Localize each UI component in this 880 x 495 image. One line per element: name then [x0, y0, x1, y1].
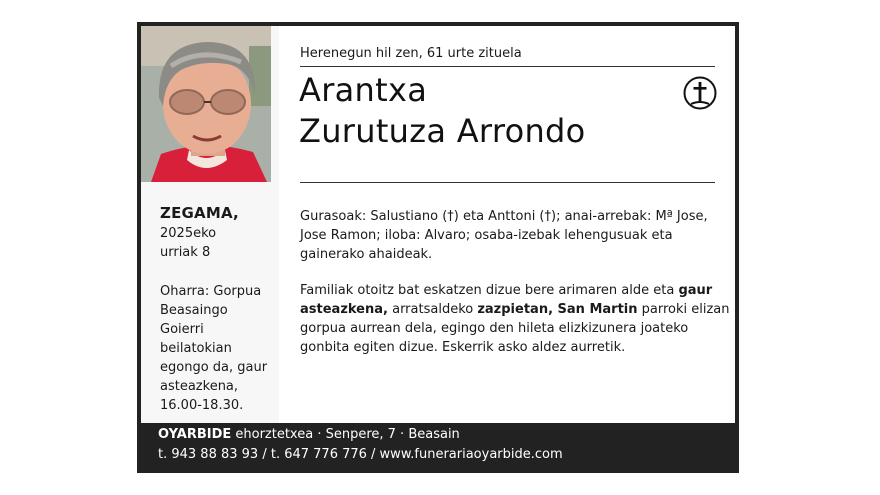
note-line: asteazkena, — [160, 379, 239, 394]
message-emphasis: zazpietan, San Martin — [477, 302, 638, 317]
place-name: ZEGAMA, — [160, 204, 239, 222]
death-subtitle: Herenegun hil zen, 61 urte zituela — [300, 46, 522, 61]
note-line: beilatokian — [160, 341, 232, 356]
cross-circle-icon — [683, 76, 717, 110]
message-text: arratsaldeko — [387, 302, 478, 317]
note-line: egongo da, gaur — [160, 360, 268, 375]
viewing-note — [160, 282, 285, 415]
message-text: parroki elizan gorpua aurrean dela, egingo den hileta elizkizunera joateko gonbita egiten dizue. Eskerrik asko aldez aurretik. — [300, 302, 730, 355]
divider — [300, 66, 715, 67]
portrait-photo — [141, 26, 271, 182]
funeral-home-location: ehorztetxea · Senpere, 7 · Beasain — [231, 427, 460, 442]
date-year: 2025eko — [160, 226, 217, 241]
note-line: Beasaingo — [160, 303, 228, 318]
funeral-home-address — [158, 427, 460, 442]
funeral-home-brand: OYARBIDE — [158, 427, 232, 442]
message-text: Familiak otoitz bat eskatzen dizue bere arimaren alde eta — [300, 283, 679, 298]
divider — [300, 182, 715, 183]
date-day: urriak 8 — [160, 245, 211, 260]
family-message — [300, 281, 730, 357]
relatives-text: Gurasoak: Salustiano (†) eta Anttoni (†); anai-arrebak: Mª Jose, Jose Ramon; iloba: Alvaro; osaba-izebak lehengusuak eta gainerako ahaideak. — [300, 209, 708, 262]
note-line: 16.00-18.30. — [160, 398, 244, 413]
message-emphasis: gaur asteazkena, — [300, 283, 713, 317]
obituary-card — [137, 22, 739, 473]
note-line: Goierri — [160, 322, 204, 337]
obituary-content — [141, 26, 735, 423]
funeral-home-contact: t. 943 88 83 93 / t. 647 776 776 / www.funerariaoyarbide.com — [158, 447, 563, 462]
note-line: Oharra: Gorpua — [160, 284, 262, 299]
deceased-surnames: Zurutuza Arrondo — [299, 112, 586, 150]
sidebar — [141, 26, 279, 423]
deceased-first-name: Arantxa — [299, 71, 428, 109]
